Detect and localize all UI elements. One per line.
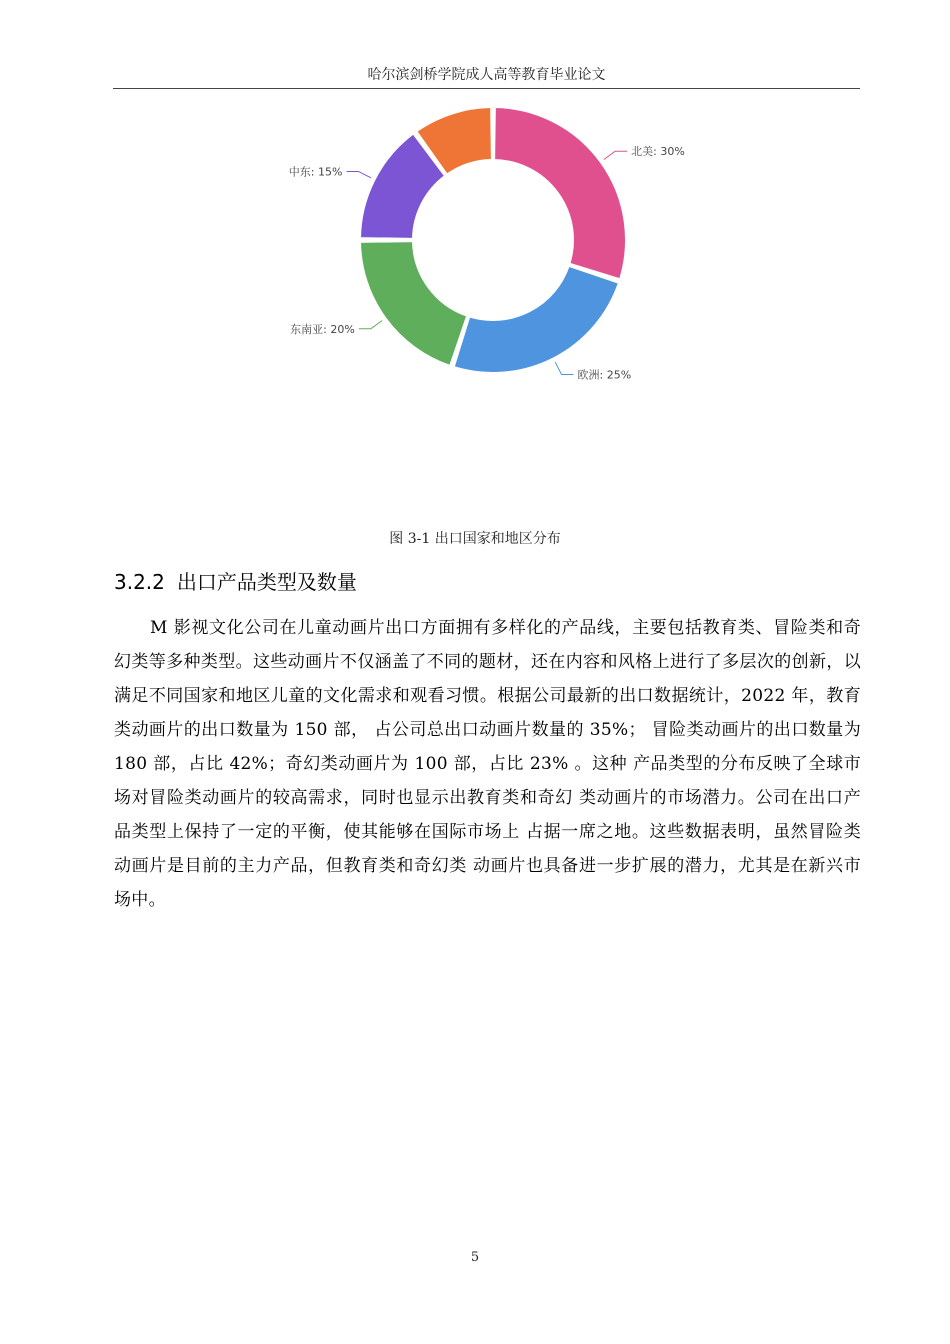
- section-title: 出口产品类型及数量: [176, 570, 357, 594]
- slice-2: [360, 241, 467, 366]
- slice-label-0: 北美: 30%: [631, 145, 685, 159]
- slice-label-1: 欧洲: 25%: [577, 368, 632, 382]
- body-paragraph: M 影视文化公司在儿童动画片出口方面拥有多样化的产品线，主要包括教育类、冒险类和奇幻类等多种类型。这些动画片不仅涵盖了不同的题材，还在内容和风格上进行了多层次的创新，以满足不同国家和地区儿童的文化需求和观看习惯。根据公司最新的出口数据统计，2022 年，教育类动画片的出口数量为 150 部， 占公司总出口动画片数量的 35%； 冒险类动画片的出口数量为 180 部，占比 42%；奇幻类动画片为 100 部，占比 23% 。这种 产品类型的分布反映了全球市场对冒险类动画片的较高需求，同时也显示出教育类和奇幻 类动画片的市场潜力。公司在出口产品类型上保持了一定的平衡，使其能够在国际市场上 占据一席之地。这些数据表明，虽然冒险类动画片是目前的主力产品，但教育类和奇幻类 动画片也具备进一步扩展的潜力，尤其是在新兴市场中。: [114, 618, 861, 910]
- leader-line-3: [346, 171, 370, 177]
- leader-line-0: [604, 151, 627, 159]
- donut-chart: [270, 95, 690, 395]
- leader-line-1: [555, 362, 573, 374]
- figure-caption: 图 3-1 出口国家和地区分布: [389, 531, 561, 547]
- leader-line-2: [359, 321, 382, 329]
- page-header: 哈尔滨剑桥学院成人高等教育毕业论文: [367, 67, 606, 83]
- slice-1: [454, 266, 619, 373]
- slice-0: [494, 107, 626, 279]
- slice-label-3: 中东: 15%: [288, 165, 343, 179]
- section-heading: [114, 566, 357, 595]
- donut-chart-svg: [270, 95, 690, 395]
- header-rule: [113, 88, 860, 89]
- section-number: 3.2.2: [114, 570, 165, 594]
- slice-label-2: 东南亚: 20%: [290, 322, 355, 336]
- page-number: 5: [470, 1250, 480, 1265]
